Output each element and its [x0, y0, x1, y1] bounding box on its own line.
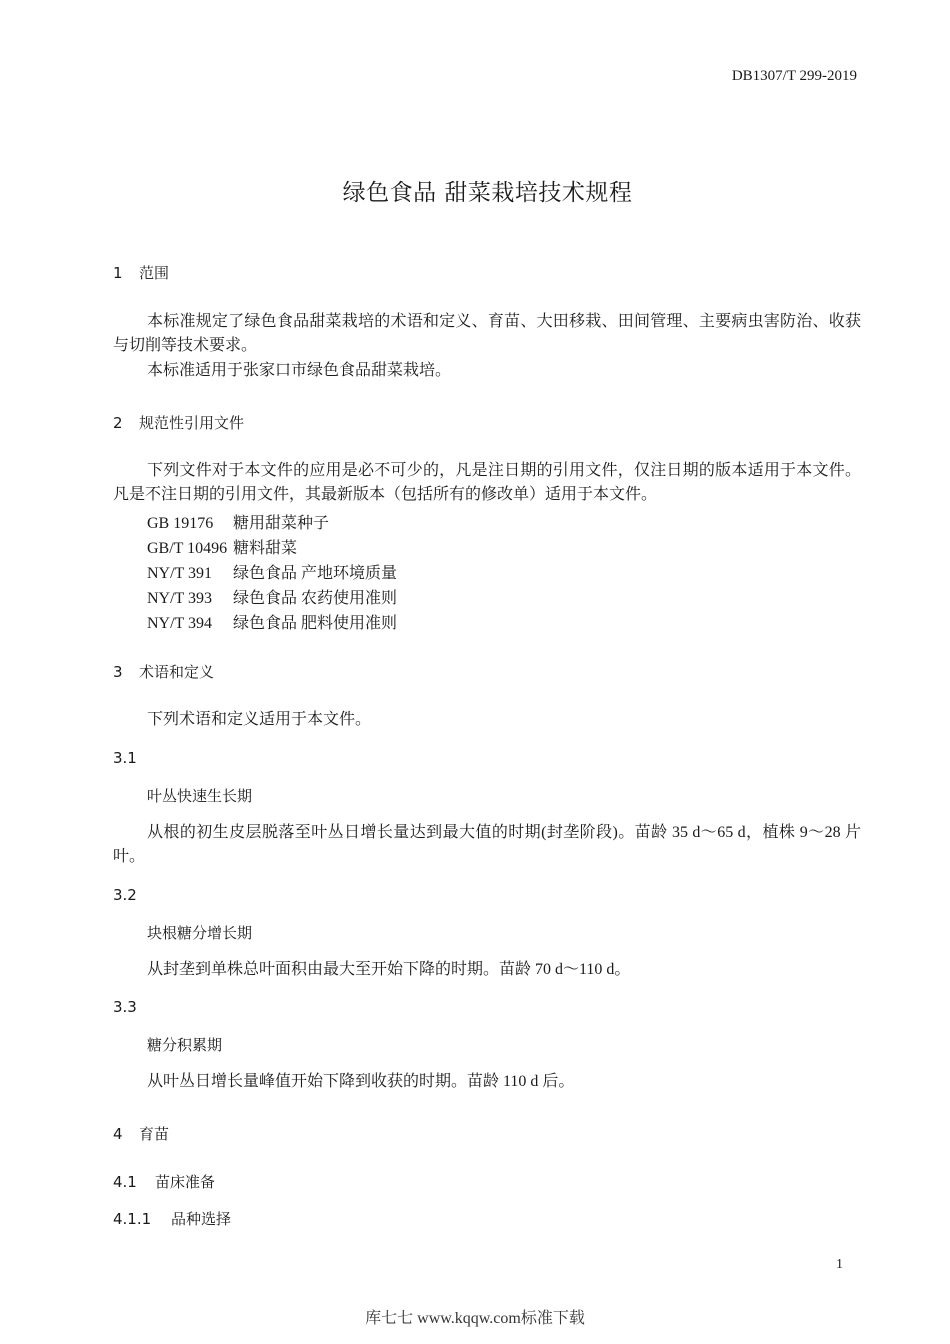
document-code: DB1307/T 299-2019	[731, 68, 857, 84]
section-2-heading	[113, 412, 244, 433]
section-2-number: 2	[113, 414, 123, 432]
subsection-4-1-heading	[113, 1171, 215, 1192]
section-3-heading	[113, 661, 214, 682]
section-1-paragraph-1: 本标准规定了绿色食品甜菜栽培的术语和定义、育苗、大田移栽、田间管理、主要病虫害防治、收获与切削等技术要求。	[113, 313, 861, 354]
subsection-4-1-1-heading	[113, 1208, 231, 1229]
section-4-number: 4	[113, 1125, 123, 1143]
subsection-4-1-1-title: 品种选择	[171, 1210, 232, 1228]
term-number: 3.2	[113, 886, 137, 904]
document-title: 绿色食品 甜菜栽培技术规程	[342, 180, 633, 206]
term-title: 糖分积累期	[147, 1036, 223, 1054]
section-1-heading	[113, 262, 169, 283]
subsection-4-1-title: 苗床准备	[155, 1173, 216, 1191]
reference-item	[147, 535, 297, 558]
section-2-paragraph-1: 下列文件对于本文件的应用是必不可少的，凡是注日期的引用文件，仅注日期的版本适用于本文件。凡是不注日期的引用文件，其最新版本（包括所有的修改单）适用于本文件。	[113, 462, 861, 503]
term-title: 叶丛快速生长期	[147, 787, 253, 805]
reference-code: NY/T 393	[147, 590, 213, 607]
footer-watermark: 库七七 www.kqqw.com标准下载	[365, 1310, 585, 1327]
reference-name: 绿色食品 肥料使用准则	[233, 615, 398, 632]
subsection-4-1-number: 4.1	[113, 1173, 137, 1191]
subsection-4-1-1-number: 4.1.1	[113, 1210, 152, 1228]
section-1-paragraph-2: 本标准适用于张家口市绿色食品甜菜栽培。	[147, 362, 452, 379]
term-definition: 从叶丛日增长量峰值开始下降到收获的时期。苗龄 110 d 后。	[147, 1073, 575, 1090]
reference-name: 绿色食品 产地环境质量	[233, 565, 398, 582]
reference-code: GB/T 10496	[147, 540, 228, 557]
section-4-title: 育苗	[139, 1125, 170, 1143]
reference-item	[147, 610, 397, 633]
reference-code: NY/T 391	[147, 565, 213, 582]
section-1-title: 范围	[139, 264, 170, 282]
reference-name: 绿色食品 农药使用准则	[233, 590, 398, 607]
reference-item	[147, 585, 397, 608]
section-3-title: 术语和定义	[139, 663, 215, 681]
term-definition: 从封垄到单株总叶面积由最大至开始下降的时期。苗龄 70 d～110 d。	[147, 961, 631, 978]
section-3-number: 3	[113, 663, 123, 681]
reference-code: GB 19176	[147, 515, 214, 532]
section-4-heading	[113, 1123, 169, 1144]
reference-code: NY/T 394	[147, 615, 213, 632]
term-number: 3.3	[113, 998, 137, 1016]
section-2-title: 规范性引用文件	[139, 414, 245, 432]
reference-name: 糖料甜菜	[233, 540, 298, 557]
section-1-number: 1	[113, 264, 123, 282]
page-number: 1	[836, 1257, 843, 1272]
term-number: 3.1	[113, 749, 137, 767]
section-3-paragraph-1: 下列术语和定义适用于本文件。	[147, 711, 372, 728]
reference-item	[147, 560, 397, 583]
reference-name: 糖用甜菜种子	[233, 515, 330, 532]
term-title: 块根糖分增长期	[147, 924, 253, 942]
term-definition: 从根的初生皮层脱落至叶丛日增长量达到最大值的时期(封垄阶段)。苗龄 35 d～65 d，植株 9～28 片叶。	[113, 824, 861, 865]
reference-item	[147, 510, 329, 533]
